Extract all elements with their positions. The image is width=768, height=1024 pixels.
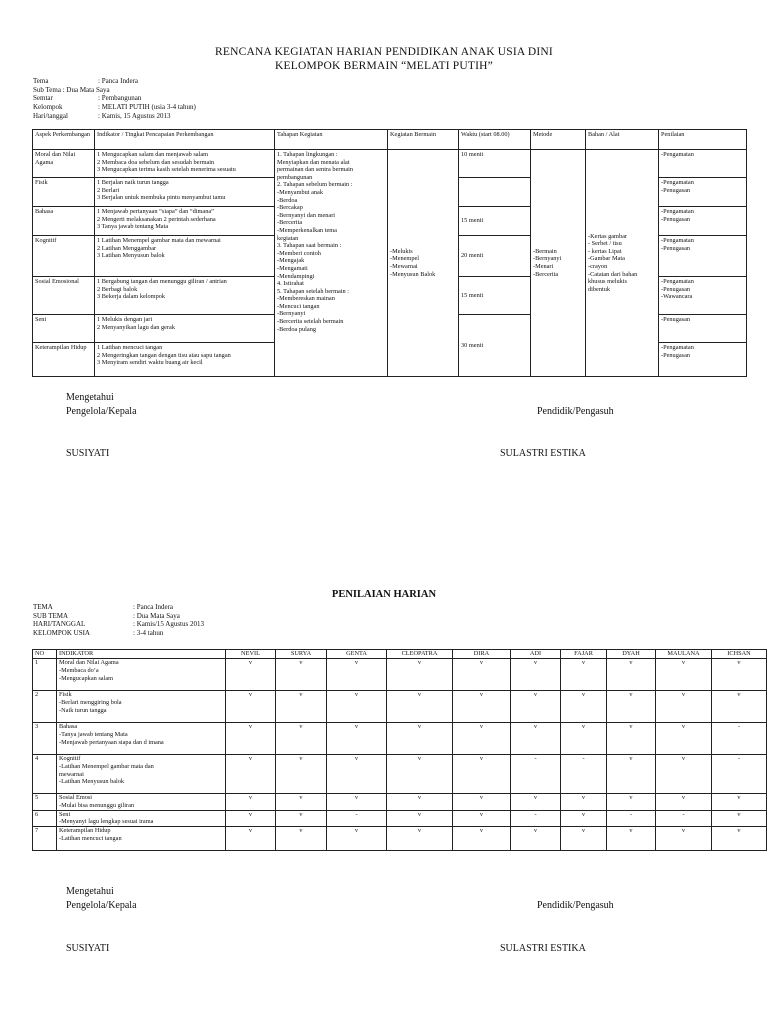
mark-cell: v (561, 659, 607, 691)
indikator-line: -Berlari menggiring bola (59, 698, 122, 706)
aspek-cell: Kognitif (33, 236, 95, 277)
penilaian-cell: -Penugasan (659, 315, 747, 343)
penilaian-cell: -Pengamatan (659, 150, 747, 178)
penilaian-title: PENILAIAN HARIAN (331, 589, 437, 600)
indikator-line: -Naik turun tangga (59, 706, 107, 714)
indikator-cell (57, 659, 226, 691)
indikator-cell: 1 Latihan Menempel gambar mata dan mewarnai 2 Latihan Menggambar 3 Latihan Menyusun balok (95, 236, 275, 277)
waktu-cell (459, 178, 531, 207)
mark-cell: v (387, 691, 453, 723)
mark-cell: - (327, 810, 387, 827)
aspek-cell: Keterampilan Hidup (33, 343, 95, 377)
table-row (33, 659, 767, 691)
no-cell: 1 (33, 659, 57, 691)
mark-cell: v (226, 810, 276, 827)
header-indikator: INDIKATOR (57, 650, 226, 659)
mark-cell: - (712, 755, 767, 794)
mark-cell: v (226, 691, 276, 723)
mark-cell: - (656, 810, 712, 827)
header-student: ICHSAN (712, 650, 767, 659)
mark-cell: v (511, 659, 561, 691)
indikator-cell: 1 Latihan mencuci tangan 2 Mengeringkan tangan dengan tisu atau sapu tangan 3 Menyiram sendiri waktu buang air kecil (95, 343, 275, 377)
indikator-line: Seni (59, 810, 71, 818)
indikator-cell (57, 723, 226, 755)
no-cell: 6 (33, 810, 57, 827)
header-metode: Metode (531, 130, 586, 150)
mark-cell: v (226, 659, 276, 691)
mark-cell: v (607, 691, 656, 723)
indikator-line: Fisik (59, 691, 72, 698)
header-student: GENTA (327, 650, 387, 659)
table-row (33, 794, 767, 811)
aspek-cell: Seni (33, 315, 95, 343)
mark-cell: v (387, 810, 453, 827)
header-student: MAULANA (656, 650, 712, 659)
header-penilaian: Penilaian (659, 130, 747, 150)
rkh-header-row (33, 130, 747, 150)
rkh-title-line1: RENCANA KEGIATAN HARIAN PENDIDIKAN ANAK USIA DINI (215, 46, 553, 58)
no-cell: 5 (33, 794, 57, 811)
mark-cell: v (712, 691, 767, 723)
indikator-line: Kognitif (59, 755, 81, 762)
mark-cell: v (607, 794, 656, 811)
indikator-cell (57, 691, 226, 723)
mark-cell: v (712, 794, 767, 811)
pen-sign-pengelola: Pengelola/Kepala (66, 900, 137, 911)
indikator-line: -Mengucapkan salam (59, 674, 114, 682)
rkh-meta-row: Sub Tema : Dua Mata Saya (33, 85, 110, 94)
mark-cell: v (226, 827, 276, 851)
header-student: CLEOPATRA (387, 650, 453, 659)
pen-sign-pendidik: Pendidik/Pengasuh (537, 900, 614, 911)
mark-cell: - (511, 755, 561, 794)
mark-cell: v (656, 691, 712, 723)
rkh-name-left: SUSIYATI (66, 448, 110, 459)
header-aspek: Aspek Perkembangan (33, 130, 95, 150)
aspek-cell: Fisik (33, 178, 95, 207)
mark-cell: v (327, 794, 387, 811)
mark-cell: v (327, 659, 387, 691)
waktu-cell: 20 menit (459, 236, 531, 277)
indikator-line: Keterampilan Hidup (59, 827, 111, 835)
mark-cell: v (453, 755, 511, 794)
rkh-meta-row: Tema : Panca Indera (33, 77, 139, 85)
indikator-cell: 1 Melukis dengan jari 2 Menyanyikan lagu dan gerak (95, 315, 275, 343)
pen-name-right: SULASTRI ESTIKA (500, 943, 586, 954)
indikator-line: -Latihan mencuci tangan (59, 834, 122, 842)
table-row (33, 723, 767, 755)
waktu-cell: 10 menit (459, 150, 531, 178)
mark-cell: v (561, 691, 607, 723)
aspek-cell: Bahasa (33, 207, 95, 236)
mark-cell: - (511, 810, 561, 827)
table-row (33, 755, 767, 794)
mark-cell: v (561, 794, 607, 811)
waktu-cell: 30 menit (459, 315, 531, 377)
mark-cell: v (276, 810, 327, 827)
mark-cell: v (607, 755, 656, 794)
mark-cell: v (561, 810, 607, 827)
indikator-line: -Mulai bisa menunggu giliran (59, 801, 135, 809)
mark-cell: v (712, 659, 767, 691)
penilaian-table (32, 649, 767, 851)
no-cell: 2 (33, 691, 57, 723)
header-no: NO (33, 650, 57, 659)
penilaian-body (33, 659, 767, 851)
mark-cell: v (276, 723, 327, 755)
header-tahapan: Tahapan Kegiatan (275, 130, 388, 150)
indikator-line: mewarnai (59, 770, 84, 778)
mark-cell: v (387, 659, 453, 691)
aspek-cell: Moral dan Nilai Agama (33, 150, 95, 178)
mark-cell: v (453, 810, 511, 827)
mark-cell: v (327, 827, 387, 851)
pen-sign-mengetahui: Mengetahui (66, 886, 114, 897)
mark-cell: v (276, 827, 327, 851)
mark-cell: v (511, 723, 561, 755)
rkh-sign-pendidik: Pendidik/Pengasuh (537, 406, 614, 417)
mark-cell: v (561, 827, 607, 851)
mark-cell: v (327, 755, 387, 794)
penilaian-cell: -Pengamatan -Penugasan -Wawancara (659, 277, 747, 315)
mark-cell: v (276, 691, 327, 723)
mark-cell: v (276, 794, 327, 811)
mark-cell: v (656, 659, 712, 691)
mark-cell: v (712, 810, 767, 827)
header-student: FAJAR (561, 650, 607, 659)
mark-cell: v (276, 659, 327, 691)
mark-cell: v (453, 827, 511, 851)
indikator-line: Sosial Emosi (59, 794, 93, 801)
no-cell: 4 (33, 755, 57, 794)
indikator-cell (57, 827, 226, 851)
rkh-name-right: SULASTRI ESTIKA (500, 448, 586, 459)
indikator-cell (57, 755, 226, 794)
indikator-cell: 1 Berjalan naik turun tangga 2 Berlari 3 Berjalan untuk membuka pintu menyambut tamu (95, 178, 275, 207)
mark-cell: v (511, 794, 561, 811)
rkh-sign-mengetahui: Mengetahui (66, 392, 114, 403)
mark-cell: v (226, 755, 276, 794)
rkh-meta-row: Kelompok : MELATI PUTIH (usia 3-4 tahun) (33, 103, 196, 112)
penilaian-cell: -Pengamatan -Penugasan (659, 236, 747, 277)
rkh-meta (33, 77, 196, 121)
mark-cell: v (327, 723, 387, 755)
rkh-title-line2: KELOMPOK BERMAIN “MELATI PUTIH” (275, 60, 493, 72)
mark-cell: v (607, 723, 656, 755)
table-row (33, 150, 747, 178)
waktu-cell: 15 menit (459, 277, 531, 315)
penilaian-meta (33, 603, 204, 637)
penilaian-meta-row: TEMA : Panca Indera (33, 603, 174, 611)
header-student: NEVIL (226, 650, 276, 659)
mark-cell: v (387, 827, 453, 851)
mark-cell: v (656, 723, 712, 755)
rkh-meta-row: Semtar : Pembangunan (33, 94, 142, 103)
header-student: SURYA (276, 650, 327, 659)
penilaian-cell: -Pengamatan -Penugasan (659, 343, 747, 377)
rkh-sign-pengelola: Pengelola/Kepala (66, 406, 137, 417)
mark-cell: v (607, 659, 656, 691)
aspek-cell: Sosial Emosional (33, 277, 95, 315)
indikator-cell: 1 Mengucapkan salam dan menjawab salam 2 Membaca doa sebelum dan sesudah bermain 3 Mengucapkan terima kasih setelah menerima sesuatu (95, 150, 275, 178)
header-waktu: Waktu (start 08.00) (459, 130, 531, 150)
rkh-meta-row: Hari/tanggal : Kamis, 15 Agustus 2013 (33, 111, 171, 120)
mark-cell: v (453, 691, 511, 723)
indikator-cell (57, 794, 226, 811)
mark-cell: - (607, 810, 656, 827)
mark-cell: v (327, 691, 387, 723)
mark-cell: v (387, 755, 453, 794)
indikator-line: -Menyanyi lagu lengkap sesuai irama (59, 818, 154, 826)
header-student: ADI (511, 650, 561, 659)
penilaian-meta-row: KELOMPOK USIA : 3-4 tahun (33, 628, 164, 637)
mark-cell: v (656, 827, 712, 851)
indikator-cell (57, 810, 226, 827)
penilaian-meta-row: SUB TEMA : Dua Mata Saya (33, 611, 180, 620)
indikator-line: -Membaca do’a (59, 666, 99, 674)
pen-name-left: SUSIYATI (66, 943, 110, 954)
mark-cell: v (226, 723, 276, 755)
penilaian-cell: -Pengamatan -Penugasan (659, 178, 747, 207)
mark-cell: v (656, 755, 712, 794)
mark-cell: v (276, 755, 327, 794)
indikator-line: Bahasa (59, 723, 78, 730)
table-row (33, 691, 767, 723)
waktu-cell: 15 menit (459, 207, 531, 236)
header-indikator: Indikator / Tingkat Pencapaian Perkembangan (95, 130, 275, 150)
table-row (33, 810, 767, 827)
mark-cell: v (561, 723, 607, 755)
bahan-cell: -Kertas gambar - Serbet / tisu - kertas Lipat -Gambar Mata -crayon -Catatan dari bahan khusus melukis dibentuk (586, 150, 659, 377)
mark-cell: v (511, 827, 561, 851)
kegiatan-bermain-cell: -Melukis -Menempel -Mewarnai -Menyusun Balok (388, 150, 459, 377)
table-row (33, 827, 767, 851)
indikator-line: -Latihan Menempel gambar mata dan (59, 762, 154, 770)
metode-cell: -Bermain -Bernyanyi -Menari -Bercerita (531, 150, 586, 377)
penilaian-cell: -Pengamatan -Penugasan (659, 207, 747, 236)
header-student: DIRA (453, 650, 511, 659)
indikator-line: Moral dan Nilai Agama (59, 659, 119, 666)
mark-cell: v (453, 794, 511, 811)
penilaian-header-row (33, 650, 767, 659)
header-bahan: Bahan / Alat (586, 130, 659, 150)
indikator-cell: 1 Bergabung tangan dan menunggu giliran / antrian 2 Berbagi balok 3 Bekerja dalam kelompok (95, 277, 275, 315)
indikator-line: -Latihan Menyusun balok (59, 778, 125, 786)
no-cell: 3 (33, 723, 57, 755)
mark-cell: v (712, 827, 767, 851)
mark-cell: v (656, 794, 712, 811)
no-cell: 7 (33, 827, 57, 851)
mark-cell: - (561, 755, 607, 794)
mark-cell: v (226, 794, 276, 811)
indikator-line: -Tanya jawab tentang Mata (59, 730, 128, 738)
rkh-table (32, 129, 747, 377)
mark-cell: v (453, 659, 511, 691)
indikator-cell: 1 Menjawab pertanyaan “siapa” dan “dimana” 2 Mengerti melaksanakan 2 perintah sederhana 3 Tanya jawab tentang Mata (95, 207, 275, 236)
mark-cell: - (712, 723, 767, 755)
mark-cell: v (453, 723, 511, 755)
header-kegiatan: Kegiatan Bermain (388, 130, 459, 150)
mark-cell: v (511, 691, 561, 723)
header-student: DYAH (607, 650, 656, 659)
mark-cell: v (607, 827, 656, 851)
tahapan-cell: 1. Tahapan lingkungan : Menyiapkan dan menata alat permainan dan sentra bermain pembangunan 2. Tahapan sebelum bermain : -Menyambut anak -Berdoa -Bercakap -Bernyanyi dan menari -Bercerita -Memperkenalkan tema kegiatan 3. Tahapan saat bermain : -Memberi contoh -Mengajak -Mengamati -Mendampingi 4. Istirahat 5. Tahapan setelah bermain : -Membereskan mainan -Mencuci tangan -Bernyanyi -Bercerita setelah bermain -Berdoa pulang (275, 150, 388, 377)
mark-cell: v (387, 794, 453, 811)
penilaian-meta-row: HARI/TANGGAL : Kamis/15 Agustus 2013 (33, 620, 204, 629)
mark-cell: v (387, 723, 453, 755)
indikator-line: -Menjawab pertanyaan siapa dan d imana (59, 738, 164, 746)
